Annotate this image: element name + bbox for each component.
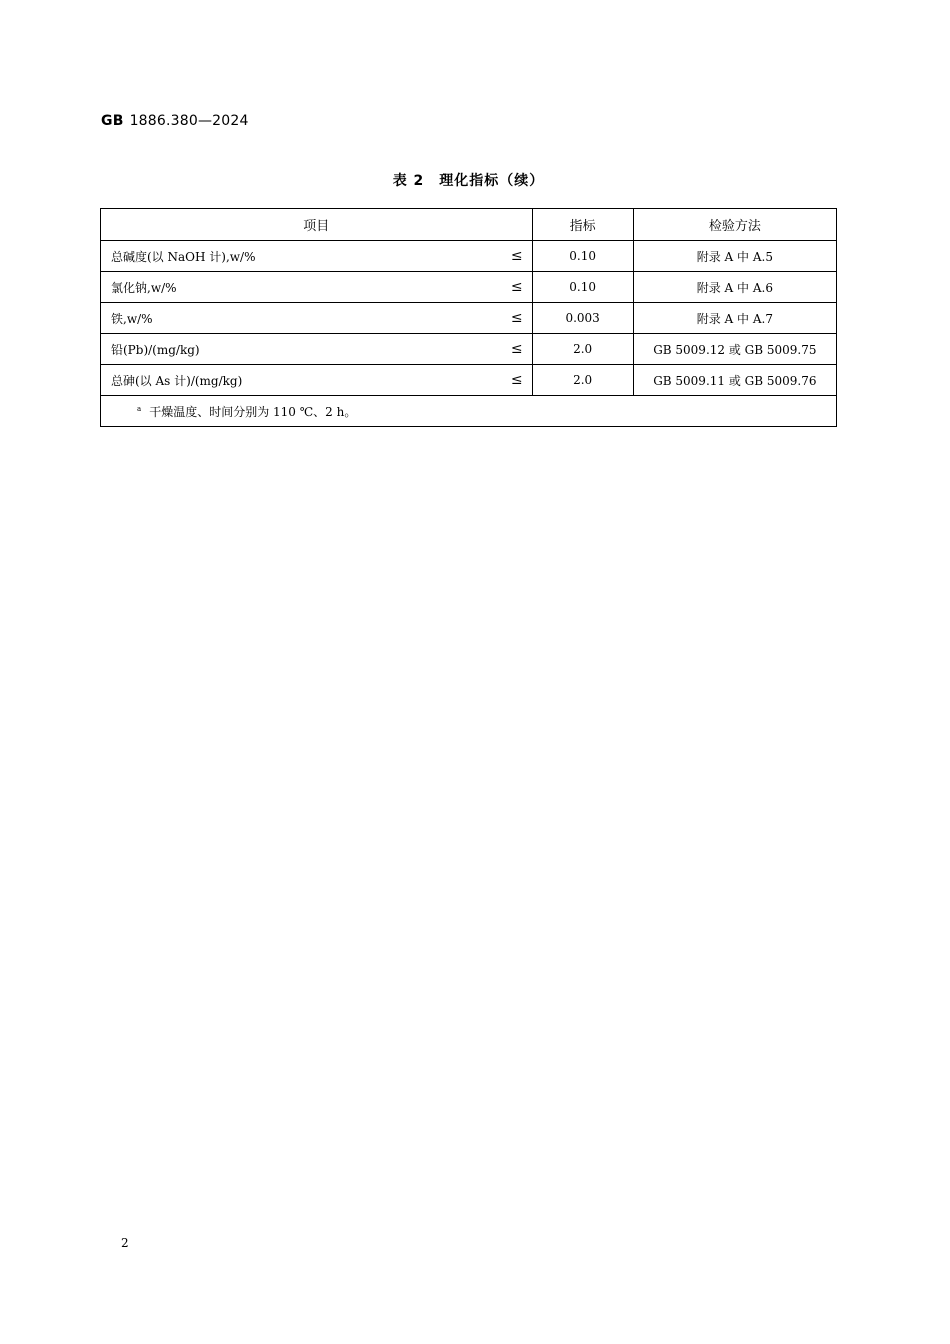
row-item-label: 氯化钠,w/%	[111, 280, 177, 295]
standard-prefix: GB	[101, 113, 124, 129]
row-item-cell	[101, 241, 533, 272]
row-index-value: 0.003	[532, 303, 633, 334]
row-index-value: 2.0	[532, 334, 633, 365]
header-item: 项目	[101, 209, 533, 241]
row-item-label: 铅(Pb)/(mg/kg)	[111, 342, 200, 357]
row-item-label: 铁,w/%	[111, 311, 153, 326]
row-item-label: 总砷(以 As 计)/(mg/kg)	[111, 373, 243, 388]
row-item-cell	[101, 365, 533, 396]
header-index: 指标	[532, 209, 633, 241]
footnote-text: 干燥温度、时间分别为 110 ℃、2 h。	[149, 404, 357, 419]
less-equal-symbol: ≤	[510, 279, 523, 295]
row-method: GB 5009.11 或 GB 5009.76	[633, 365, 836, 396]
physicochemical-table	[100, 208, 837, 427]
row-item-cell	[101, 303, 533, 334]
footnote-marker: a	[137, 404, 142, 413]
table-row	[101, 365, 837, 396]
row-method: 附录 A 中 A.7	[633, 303, 836, 334]
table-row	[101, 241, 837, 272]
row-method: GB 5009.12 或 GB 5009.75	[633, 334, 836, 365]
less-equal-symbol: ≤	[510, 341, 523, 357]
table-row	[101, 272, 837, 303]
table-header-row	[101, 209, 837, 241]
row-method: 附录 A 中 A.5	[633, 241, 836, 272]
table-row	[101, 303, 837, 334]
less-equal-symbol: ≤	[510, 248, 523, 264]
standard-number: 1886.380—2024	[129, 113, 249, 129]
row-item-cell	[101, 272, 533, 303]
document-header	[101, 113, 249, 129]
less-equal-symbol: ≤	[510, 372, 523, 388]
row-index-value: 0.10	[532, 241, 633, 272]
row-item-cell	[101, 334, 533, 365]
table-title: 表 2 理化指标（续）	[392, 173, 545, 189]
row-index-value: 2.0	[532, 365, 633, 396]
less-equal-symbol: ≤	[510, 310, 523, 326]
page-number: 2	[121, 1236, 129, 1250]
row-method: 附录 A 中 A.6	[633, 272, 836, 303]
header-method: 检验方法	[633, 209, 836, 241]
footnote-row	[101, 396, 837, 427]
row-item-label: 总碱度(以 NaOH 计),w/%	[111, 249, 256, 264]
table-row	[101, 334, 837, 365]
footnote-cell	[101, 396, 837, 427]
row-index-value: 0.10	[532, 272, 633, 303]
